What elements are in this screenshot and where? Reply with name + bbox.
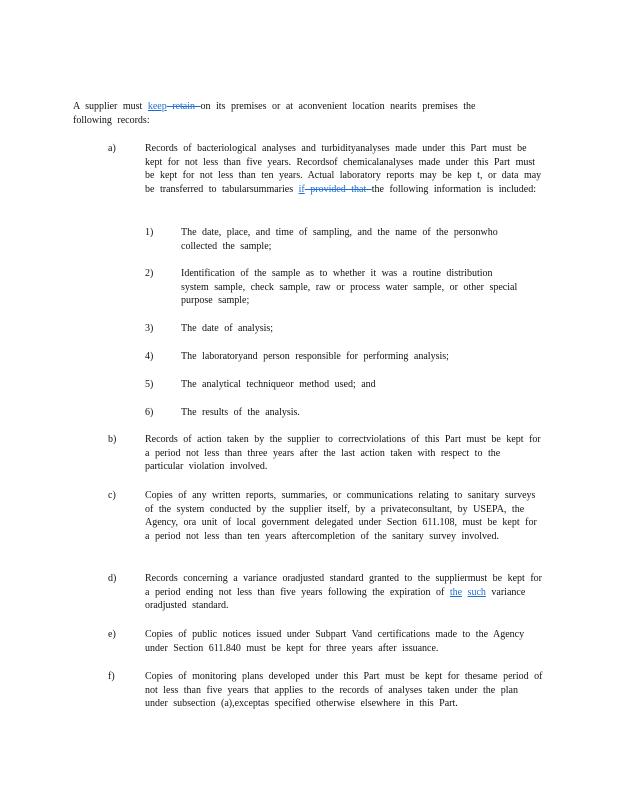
subitem-paragraph: The analytical techniqueor method used; and (181, 379, 376, 390)
subitem-paragraph: The date, place, and time of sampling, and the name of the personwho collected the sample; (181, 227, 498, 252)
item-label: c) (108, 490, 116, 501)
intro-paragraph (73, 100, 513, 127)
subitem-paragraph: Identification of the sample as to whether it was a routine distribution system sample, check sample, raw or process water sample, or other special purpose sample; (181, 268, 518, 307)
item-d-text-b: variance oradjusted standard. (145, 586, 526, 612)
subitem-label: 6) (145, 407, 154, 418)
inserted-text: the (449, 586, 463, 598)
inserted-text: such (467, 586, 486, 598)
subitem-paragraph: The date of analysis; (181, 323, 274, 334)
item-label: d) (108, 573, 117, 584)
item-a-paragraph (145, 142, 543, 196)
item-f-paragraph: Copies of monitoring plans developed under this Part must be kept for thesame period of not less than five years that applies to the records of analyses taken under the plan under subsection (a),exceptas specified otherwise elsewhere in this Part. (145, 671, 543, 710)
deleted-text: provided that (304, 183, 372, 195)
subitem-label: 1) (145, 227, 154, 238)
intro-text-b: on its premises or at aconvenient location nearits premises the following records: (73, 101, 476, 126)
item-e-paragraph: Copies of public notices issued under Subpart Vand certifications made to the Agency under Section 611.840 must be kept for three years after issuance. (145, 629, 525, 654)
subitem-label: 5) (145, 379, 154, 390)
item-label: e) (108, 629, 116, 640)
item-b-paragraph: Records of action taken by the supplier to correctviolations of this Part must be kept for a period not less than three years after the last action taken with respect to the particular violation involved. (145, 434, 541, 473)
subitem-paragraph: The laboratoryand person responsible for performing analysis; (181, 351, 449, 362)
item-d-text-a: Records concerning a variance oradjusted standard granted to the suppliermust be kept for a period ending not less than five years following the expiration of (145, 573, 542, 598)
item-d-paragraph (145, 572, 543, 613)
subitem-label: 2) (145, 268, 154, 279)
item-label: f) (108, 671, 115, 682)
subitem-paragraph: The results of the analysis. (181, 407, 300, 418)
intro-text-a: A supplier must (73, 101, 148, 112)
item-c-paragraph: Copies of any written reports, summaries, or communications relating to sanitary surveys of the system conducted by the supplier itself, by a privateconsultant, by USEPA, the Agency, ora unit of local government delegated under Section 611.108, must be kept for a period not less than ten years aftercompletion of the sanitary survey involved. (145, 490, 537, 542)
deleted-text: retain (166, 101, 201, 112)
item-a-text-a: Records of bacteriological analyses and turbidityanalyses made under this Part must be kept for not less than five years. Recordsof chemicalanalyses made under this Part must be kept for not less than ten years. Actual laboratory reports may be kep t, or data may be transferred to tabularsummaries (145, 143, 542, 195)
inserted-text: if (298, 183, 305, 195)
subitem-label: 4) (145, 351, 154, 362)
item-a-text-b: the following information is included: (371, 183, 536, 195)
item-label: a) (108, 143, 116, 154)
item-label: b) (108, 434, 117, 445)
subitem-label: 3) (145, 323, 154, 334)
inserted-text: keep (147, 101, 167, 112)
